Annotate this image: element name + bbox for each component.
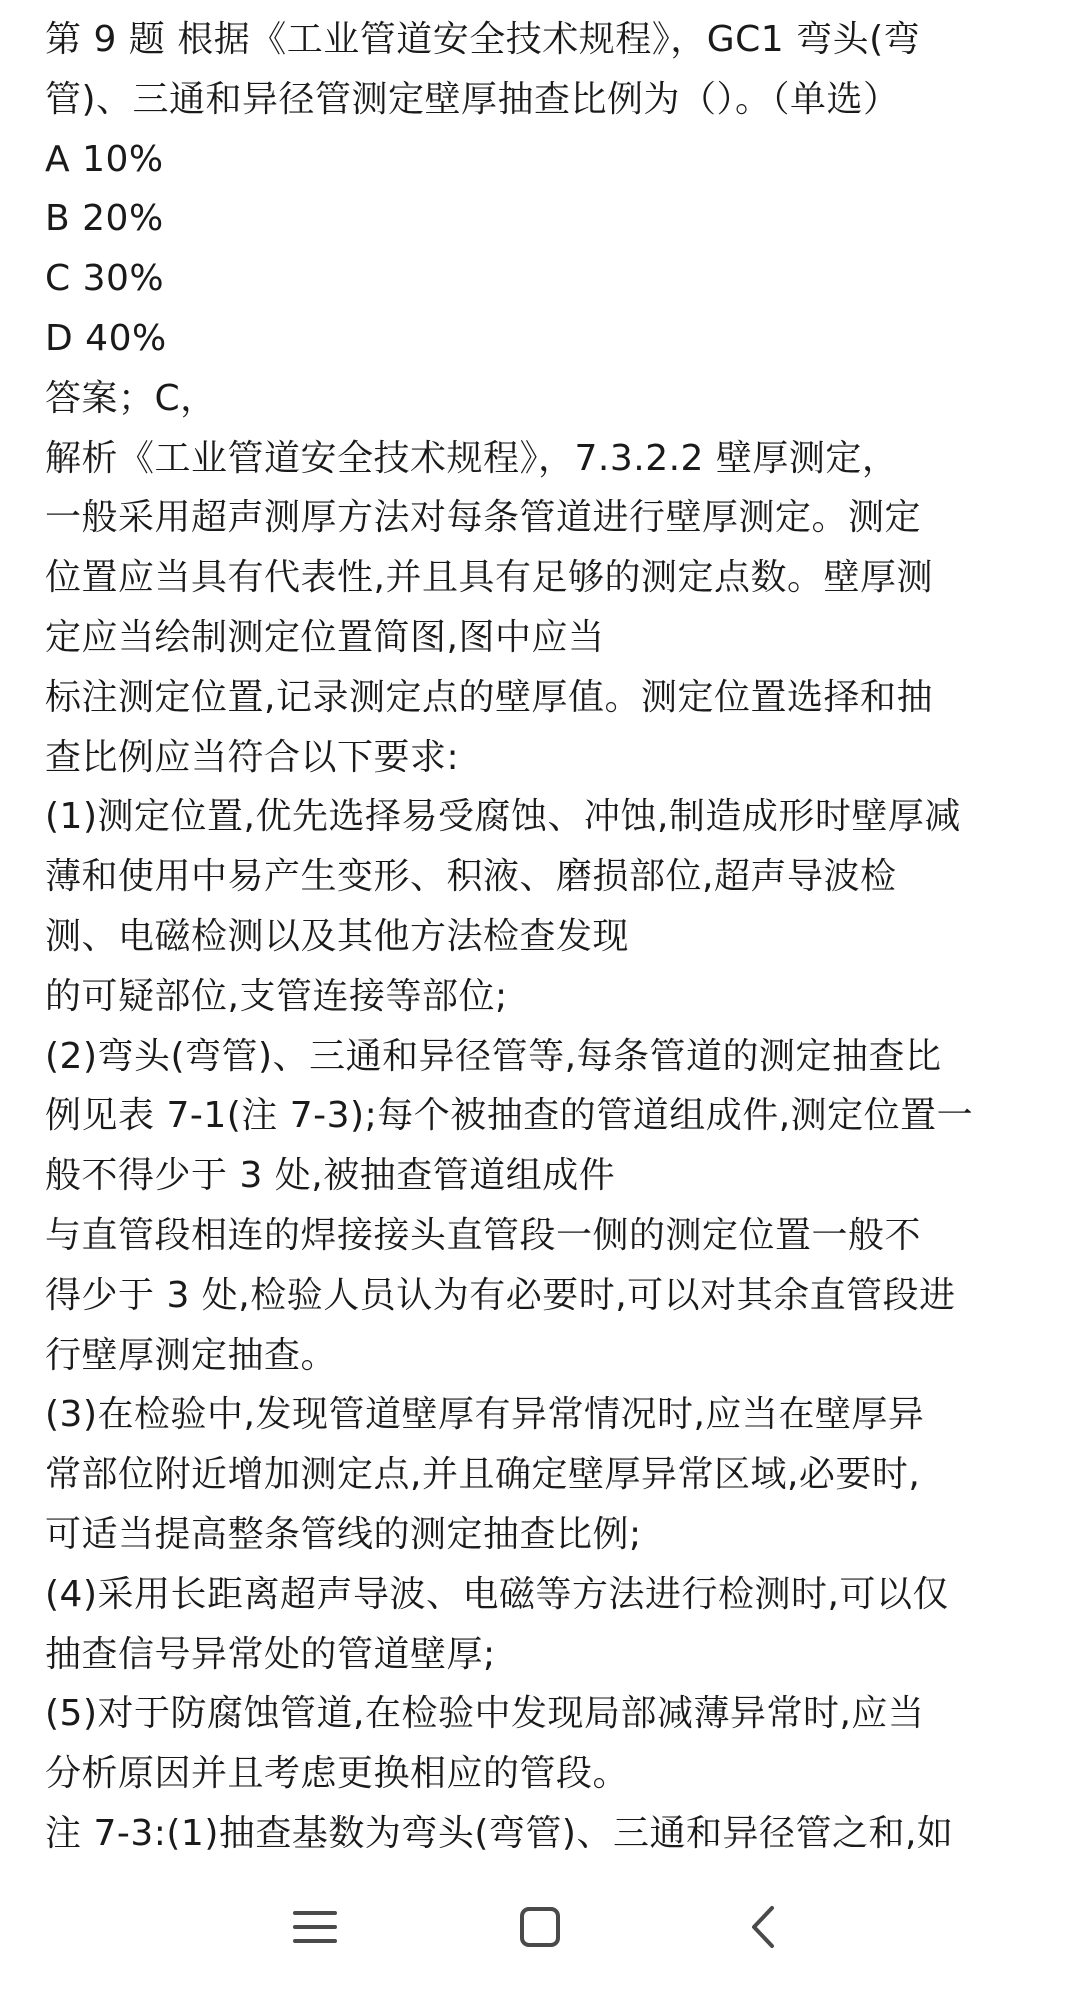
option-a: A 10% bbox=[45, 138, 164, 180]
home-square-icon bbox=[518, 1905, 562, 1949]
text-line: 例见表 7-1(注 7-3);每个被抽查的管道组成件,测定位置一 bbox=[45, 1095, 974, 1137]
text-line: 分析原因并且考虑更换相应的管段。 bbox=[45, 1753, 630, 1795]
recent-apps-button[interactable] bbox=[270, 1882, 360, 1972]
text-line: 得少于 3 处,检验人员认为有必要时,可以对其余直管段进 bbox=[45, 1274, 956, 1316]
option-b: B 20% bbox=[45, 198, 164, 240]
text-line: 注 7-3:(1)抽查基数为弯头(弯管)、三通和异径管之和,如 bbox=[45, 1812, 954, 1854]
option-c: C 30% bbox=[45, 258, 165, 300]
text-line: 抽查信号异常处的管道壁厚; bbox=[45, 1633, 496, 1675]
text-line: 位置应当具有代表性,并且具有足够的测定点数。壁厚测 bbox=[45, 557, 933, 599]
text-line: 与直管段相连的焊接接头直管段一侧的测定位置一般不 bbox=[45, 1214, 922, 1256]
text-line: 查比例应当符合以下要求: bbox=[45, 736, 460, 778]
text-line: 的可疑部位,支管连接等部位; bbox=[45, 975, 508, 1017]
back-button[interactable] bbox=[718, 1882, 808, 1972]
back-chevron-icon bbox=[748, 1904, 778, 1950]
text-line: 标注测定位置,记录测定点的壁厚值。测定位置选择和抽 bbox=[45, 676, 933, 718]
document-text bbox=[45, 10, 1055, 1864]
text-line: 管)、三通和异径管测定壁厚抽查比例为（）。（单选） bbox=[45, 78, 900, 120]
text-line: 解析《工业管道安全技术规程》，7.3.2.2 壁厚测定， bbox=[45, 437, 899, 479]
menu-icon bbox=[293, 1907, 337, 1947]
system-navigation-bar bbox=[0, 1862, 1080, 1991]
text-line: 一般采用超声测厚方法对每条管道进行壁厚测定。测定 bbox=[45, 497, 922, 539]
answer-line: 答案；C， bbox=[45, 377, 217, 419]
text-line: 可适当提高整条管线的测定抽查比例; bbox=[45, 1513, 642, 1555]
text-line: (3)在检验中,发现管道壁厚有异常情况时,应当在壁厚异 bbox=[45, 1394, 925, 1436]
home-button[interactable] bbox=[495, 1882, 585, 1972]
text-line: 定应当绘制测定位置简图,图中应当 bbox=[45, 616, 605, 658]
text-line: 测、电磁检测以及其他方法检查发现 bbox=[45, 915, 630, 957]
text-line: (5)对于防腐蚀管道,在检验中发现局部减薄异常时,应当 bbox=[45, 1693, 925, 1735]
text-line: (4)采用长距离超声导波、电磁等方法进行检测时,可以仅 bbox=[45, 1573, 949, 1615]
text-line: 薄和使用中易产生变形、积液、磨损部位,超声导波检 bbox=[45, 856, 897, 898]
text-line: (1)测定位置,优先选择易受腐蚀、冲蚀,制造成形时壁厚减 bbox=[45, 796, 961, 838]
option-d: D 40% bbox=[45, 317, 167, 359]
text-line: (2)弯头(弯管)、三通和异径管等,每条管道的测定抽查比 bbox=[45, 1035, 942, 1077]
text-line: 常部位附近增加测定点,并且确定壁厚异常区域,必要时, bbox=[45, 1454, 921, 1496]
text-line: 般不得少于 3 处,被抽查管道组成件 bbox=[45, 1155, 616, 1197]
text-line: 第 9 题 根据《工业管道安全技术规程》，GC1 弯头(弯 bbox=[45, 19, 921, 60]
text-line: 行壁厚测定抽查。 bbox=[45, 1334, 338, 1376]
